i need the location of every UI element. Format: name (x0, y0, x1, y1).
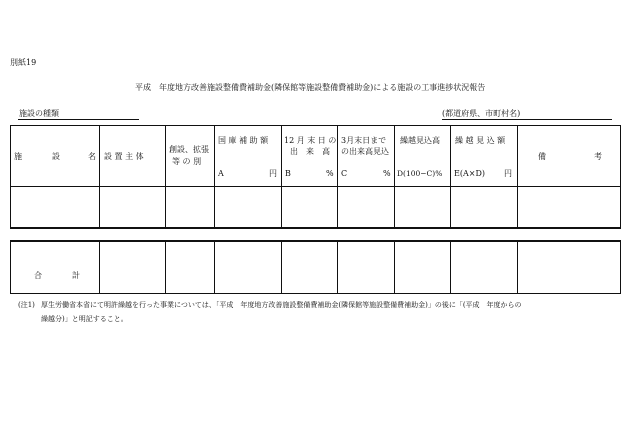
header-mar-end-line2: の出来高見込 (341, 147, 389, 156)
header-subsidy: 国 庫 補 助 額 (218, 136, 269, 145)
col-line (165, 125, 166, 228)
header-remarks-2: 考 (594, 152, 602, 161)
header-facility-name-1: 施 (14, 152, 22, 161)
col-line (394, 125, 395, 228)
col-line (517, 125, 518, 228)
facility-type-label: 施設の種類 (19, 109, 59, 118)
document-title: 平成 年度地方改善施設整備費補助金(隣保館等施設整備費補助金)による施設の工事進捗状況報告 (135, 83, 486, 92)
col-line (99, 125, 100, 228)
annex-label: 別紙19 (10, 58, 37, 67)
note-line2: 繰越分)」と明記すること。 (41, 315, 128, 323)
col-line (281, 125, 282, 228)
table-gap-top (10, 240, 621, 242)
prefecture-underline (442, 119, 612, 120)
col-line (450, 125, 451, 228)
col-line (281, 241, 282, 294)
col-line (214, 125, 215, 228)
col-line (337, 241, 338, 294)
col-line (214, 241, 215, 294)
col-line (337, 125, 338, 228)
header-subsidy-letter: A (218, 169, 224, 178)
col-line (99, 241, 100, 294)
header-carryover-amount-formula: E(A×D) (454, 169, 485, 178)
col-line (10, 241, 11, 294)
col-line (394, 241, 395, 294)
table-bottom-border (10, 293, 621, 294)
col-line (10, 125, 11, 228)
header-carryover-amount-unit: 円 (504, 169, 512, 178)
table-row-bottom (10, 227, 621, 229)
header-carryover-rate: 繰越見込高 (400, 136, 440, 145)
prefecture-label: (都道府県、市町村名) (442, 109, 521, 118)
header-facility-name-3: 名 (88, 152, 96, 161)
note-line1: 厚生労働省本省にて明許繰越を行った事業については、「平成 年度地方改善施設整備費補助金(隣保館等施設整備費補助金)」の後に「(平成 年度からの (41, 301, 522, 309)
header-remarks-1: 備 (538, 152, 546, 161)
facility-type-underline (18, 119, 139, 120)
header-carryover-rate-formula: D(100−C)% (397, 169, 443, 178)
header-establisher: 設 置 主 体 (104, 152, 144, 161)
header-dec-end-line2: 出 来 高 (290, 147, 330, 156)
total-label-2: 計 (72, 271, 80, 280)
note-marker: (注1) (18, 301, 35, 309)
col-line (450, 241, 451, 294)
col-line (620, 125, 621, 228)
col-line (620, 241, 621, 294)
total-label-1: 合 (34, 271, 42, 280)
table-top-border (10, 125, 621, 126)
header-carryover-amount: 繰 越 見 込 額 (455, 136, 506, 145)
header-mar-end-letter: C (341, 169, 348, 178)
col-line (165, 241, 166, 294)
header-subsidy-unit: 円 (269, 169, 277, 178)
col-line (517, 241, 518, 294)
header-category-line2: 等 の 別 (172, 157, 202, 166)
table-header-bottom (10, 186, 621, 187)
header-mar-end-line1: 3月末日まで (341, 136, 387, 145)
header-dec-end-unit: % (326, 169, 334, 178)
header-dec-end-line1: 12 月 末 日 の (284, 136, 337, 145)
header-mar-end-unit: % (383, 169, 391, 178)
header-facility-name-2: 設 (52, 152, 60, 161)
header-dec-end-letter: B (285, 169, 291, 178)
header-category-line1: 創設、拡張 (169, 145, 209, 154)
